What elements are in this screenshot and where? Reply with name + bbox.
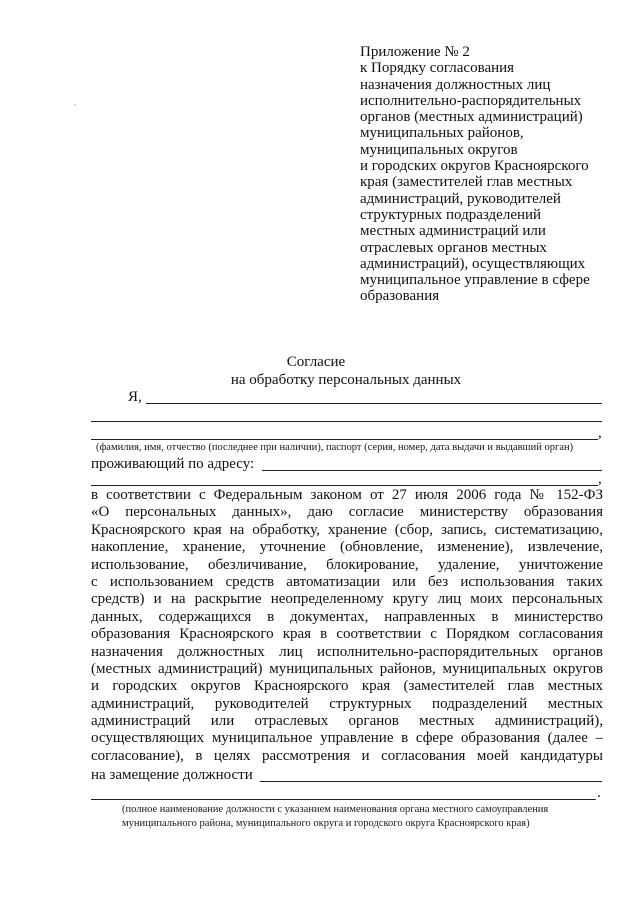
appendix-line: Приложение № 2 [360, 44, 470, 60]
appendix-header [360, 44, 610, 305]
full-name-field[interactable] [146, 403, 602, 404]
body-line: образования Красноярского края в соответствии с Порядком согласования [91, 626, 603, 643]
appendix-line: местных администраций или [360, 223, 546, 240]
appendix-line: края (заместителей глав местных [360, 174, 573, 191]
appendix-line: отраслевых органов местных [360, 239, 547, 256]
position-label: на замещение должности [91, 767, 253, 783]
body-line: данных, содержащихся в документах, направленных в министерство [91, 608, 603, 625]
scan-speck [74, 104, 76, 106]
appendix-line: исполнительно-распорядительных [360, 92, 582, 109]
passport-comma: , [598, 425, 602, 441]
appendix-line: назначения должностных лиц [360, 76, 551, 93]
body-line: использование, обезличивание, блокирование, удаление, уничтожение [91, 556, 603, 573]
position-period: . [597, 785, 601, 801]
i-label: Я, [128, 389, 142, 405]
body-line: осуществляющих муниципальное управление в сфере образования (далее – [91, 730, 603, 747]
appendix-line: образования [360, 288, 440, 305]
body-line: администраций, руководителей структурных подразделений местных [91, 695, 603, 712]
consent-body [91, 487, 603, 765]
appendix-line: к Порядку согласования [360, 60, 515, 77]
body-line: назначения должностных лиц исполнительно-распорядительных органов [91, 643, 603, 660]
position-field[interactable] [260, 781, 602, 782]
position-field-line-2[interactable] [91, 799, 596, 800]
address-field-line-2[interactable] [91, 485, 598, 486]
body-line: администраций или отраслевых органов местных администраций), [91, 713, 603, 730]
appendix-line: администраций), осуществляющих [360, 255, 586, 272]
body-line: и городских округов Красноярского края (заместителей глав местных [91, 678, 603, 695]
passport-field-line-2[interactable] [91, 439, 598, 440]
body-line: в соответствии с Федеральным законом от 27 июля 2006 года № 152-ФЗ [91, 487, 603, 503]
body-line: Красноярского края на обработку, хранение (сбор, запись, систематизацию, [91, 521, 603, 538]
appendix-line: органов (местных администраций) [360, 109, 583, 126]
appendix-line: муниципальное управление в сфере [360, 272, 590, 289]
appendix-line: и городских округов Красноярского [360, 158, 589, 175]
address-comma: , [598, 471, 602, 487]
body-line: средств) и на раскрытие неопределенному кругу лиц моих персональных [91, 591, 603, 608]
appendix-line: администраций, руководителей [360, 190, 561, 207]
appendix-line: муниципальных округов [360, 141, 518, 158]
address-field[interactable] [262, 470, 602, 471]
appendix-line: структурных подразделений [360, 206, 542, 223]
position-caption-2: муниципального района, муниципального округа и городского округа Красноярского края) [122, 818, 530, 829]
address-label: проживающий по адресу: [91, 456, 255, 472]
position-caption-1: (полное наименование должности с указанием наименования органа местного самоуправления [122, 804, 549, 815]
body-line: накопление, хранение, уточнение (обновление, изменение), извлечение, [91, 539, 603, 556]
document-title: Согласие [286, 354, 346, 370]
body-line: согласование), в целях рассмотрения и согласования моей кандидатуры [91, 747, 603, 764]
appendix-line: муниципальных районов, [360, 125, 524, 142]
passport-field-line-1[interactable] [91, 421, 602, 422]
body-line: с использованием средств автоматизации или без использования таких [91, 573, 603, 590]
body-line: (местных администраций) муниципальных районов, муниципальных округов [91, 660, 603, 677]
body-line: «О персональных данных», даю согласие министерству образования [91, 504, 603, 521]
document-subtitle: на обработку персональных данных [230, 372, 462, 388]
person-caption: (фамилия, имя, отчество (последнее при наличии), паспорт (серия, номер, дата выдачи и выдавший орган) [96, 442, 574, 453]
